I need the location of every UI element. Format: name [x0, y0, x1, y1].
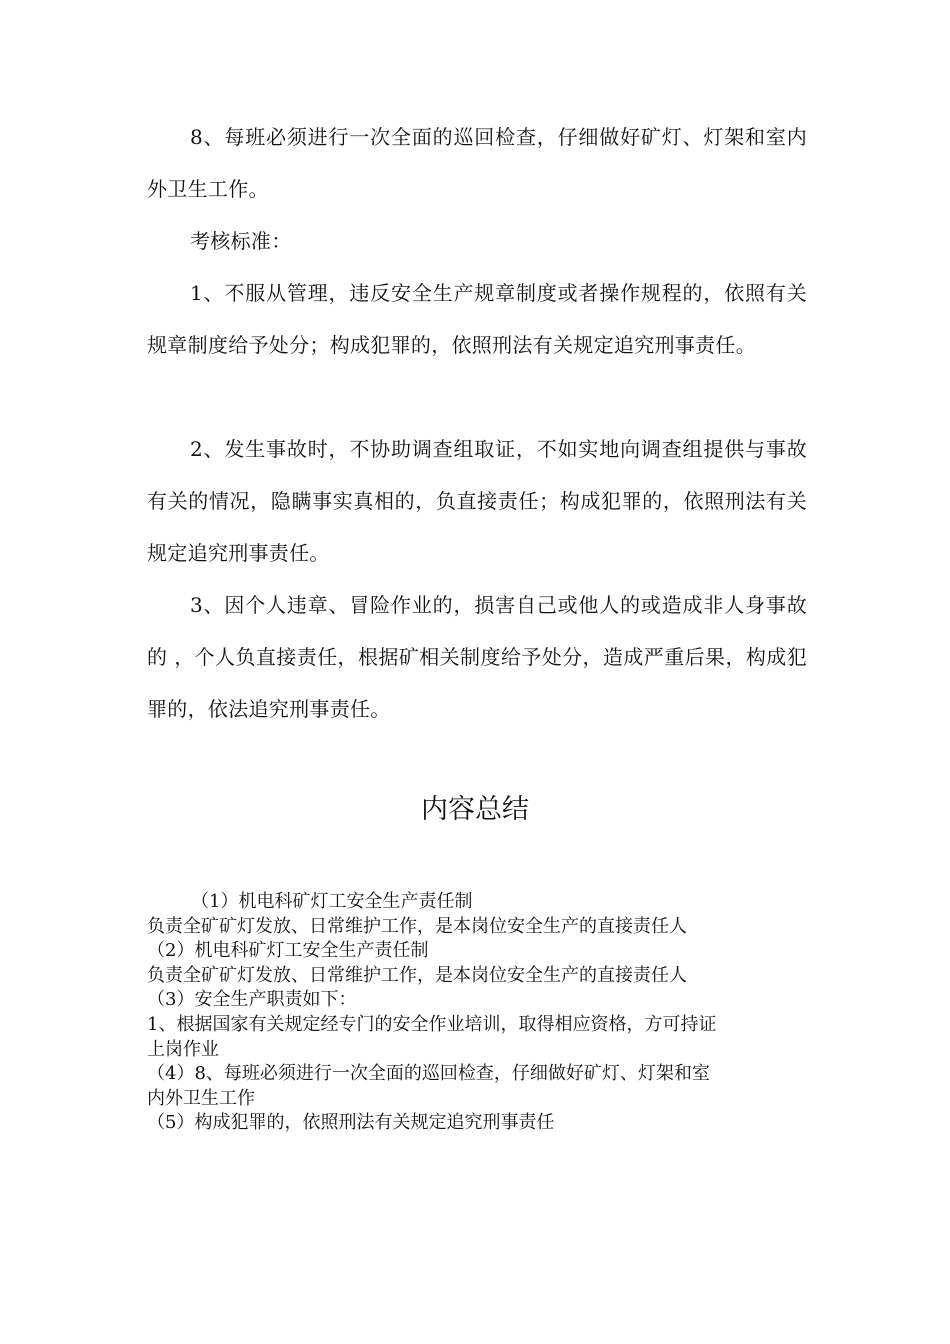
- summary-line-5: （3）安全生产职责如下：: [147, 989, 357, 1011]
- summary-line-4: 负责全矿矿灯发放、日常维护工作，是本岗位安全生产的直接责任人: [147, 964, 687, 986]
- summary-line-6: 1、根据国家有关规定经专门的安全作业培训，取得相应资格，方可持证: [147, 1013, 717, 1035]
- assessment-heading: 考核标准：: [190, 229, 292, 253]
- summary-line-10: （5）构成犯罪的，依照刑法有关规定追究刑事责任: [147, 1112, 555, 1134]
- summary-line-7: 上岗作业: [147, 1038, 219, 1060]
- paragraph-item-8: 8、每班必须进行一次全面的巡回检查，仔细做好矿灯、灯架和室内外卫生工作。: [147, 125, 807, 201]
- assessment-item-2: 2、发生事故时，不协助调查组取证，不如实地向调查组提供与事故有关的情况，隐瞒事实真相的，负直接责任；构成犯罪的，依照刑法有关规定追究刑事责任。: [147, 437, 807, 565]
- assessment-item-3: 3、因个人违章、冒险作业的，损害自己或他人的或造成非人身事故的 ，个人负直接责任，根据矿相关制度给予处分，造成严重后果，构成犯罪的，依法追究刑事责任。: [147, 593, 807, 721]
- summary-line-1: （1）机电科矿灯工安全生产责任制: [191, 891, 473, 912]
- summary-line-3: （2）机电科矿灯工安全生产责任制: [147, 940, 429, 962]
- summary-title: 内容总结: [421, 794, 529, 825]
- summary-line-9: 内外卫生工作: [147, 1087, 255, 1109]
- summary-block: [147, 890, 807, 1136]
- assessment-item-1: 1、不服从管理，违反安全生产规章制度或者操作规程的，依照有关规章制度给予处分；构成犯罪的，依照刑法有关规定追究刑事责任。: [147, 281, 807, 357]
- summary-line-2: 负责全矿矿灯发放、日常维护工作，是本岗位安全生产的直接责任人: [147, 915, 687, 937]
- summary-line-8: （4）8、每班必须进行一次全面的巡回检查，仔细做好矿灯、灯架和室: [147, 1063, 710, 1085]
